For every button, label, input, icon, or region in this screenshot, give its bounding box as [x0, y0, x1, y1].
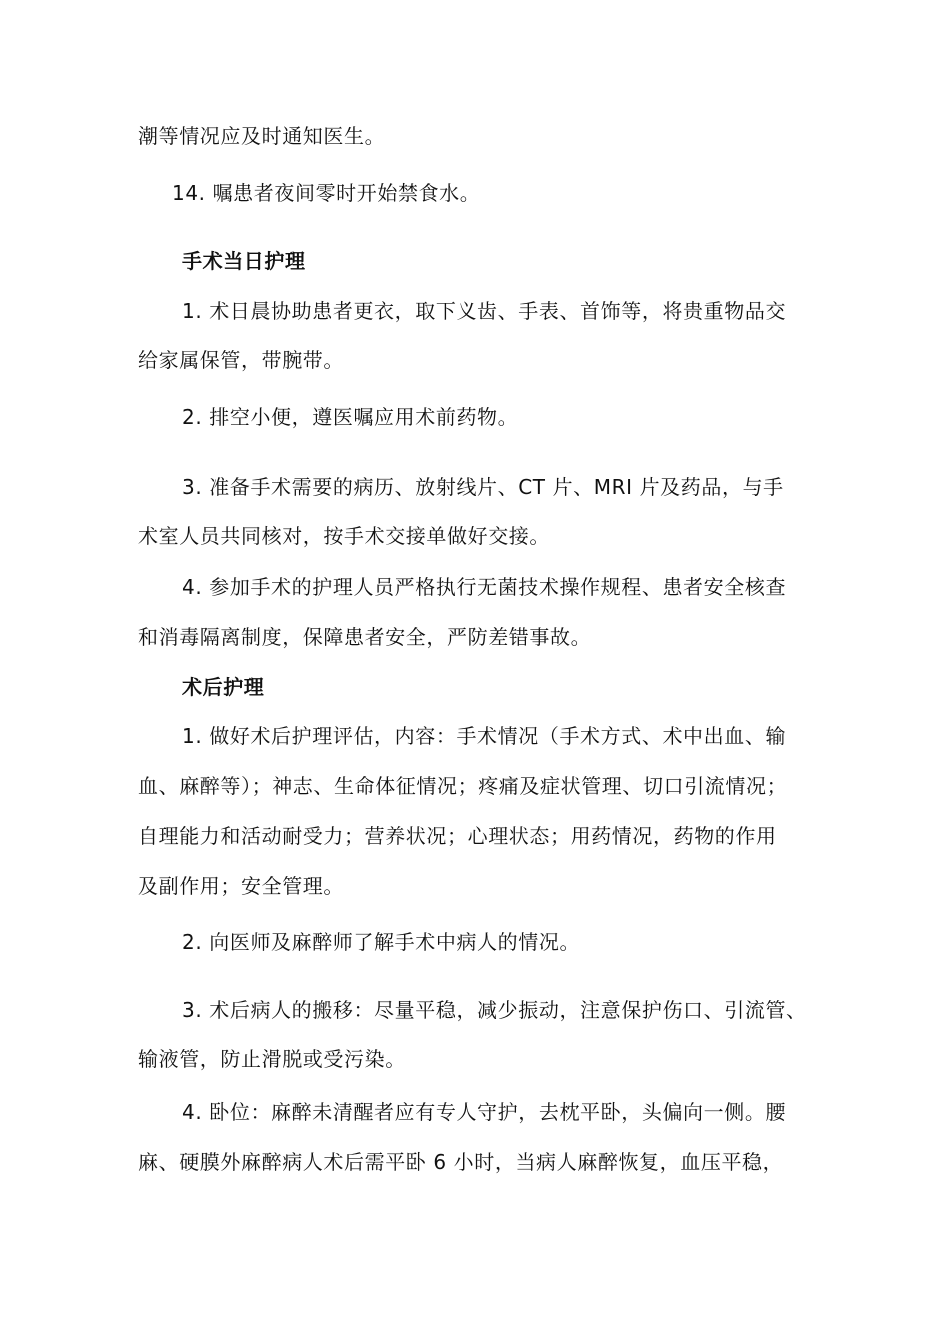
list-item-4: 4. 卧位：麻醉未清醒者应有专人守护，去枕平卧，头偏向一侧。腰 — [182, 1100, 787, 1124]
text-line: 血、麻醉等）；神志、生命体征情况；疼痛及症状管理、切口引流情况； — [138, 774, 788, 798]
list-item-3: 3. 术后病人的搬移：尽量平稳，减少振动，注意保护伤口、引流管、 — [182, 998, 807, 1022]
section-heading-postop: 术后护理 — [182, 675, 265, 699]
text-line: 输液管，防止滑脱或受污染。 — [138, 1047, 406, 1071]
list-item-1: 1. 做好术后护理评估，内容：手术情况（手术方式、术中出血、输 — [182, 724, 787, 748]
list-item-1: 1. 术日晨协助患者更衣，取下义齿、手表、首饰等，将贵重物品交 — [182, 299, 787, 323]
text-line: 给家属保管，带腕带。 — [138, 348, 344, 372]
list-item-14: 14. 嘱患者夜间零时开始禁食水。 — [172, 181, 481, 205]
text-line: 麻、硬膜外麻醉病人术后需平卧 6 小时，当病人麻醉恢复，血压平稳， — [138, 1150, 784, 1174]
list-item-4: 4. 参加手术的护理人员严格执行无菌技术操作规程、患者安全核查 — [182, 575, 787, 599]
text-line: 潮等情况应及时通知医生。 — [138, 124, 386, 148]
text-line: 自理能力和活动耐受力；营养状况；心理状态；用药情况，药物的作用 — [138, 824, 777, 848]
text-line: 和消毒隔离制度，保障患者安全，严防差错事故。 — [138, 625, 592, 649]
list-item-2: 2. 排空小便，遵医嘱应用术前药物。 — [182, 405, 519, 429]
text-line: 及副作用；安全管理。 — [138, 874, 344, 898]
text-line: 术室人员共同核对，按手术交接单做好交接。 — [138, 524, 550, 548]
section-heading-surgery-day: 手术当日护理 — [182, 249, 306, 273]
list-item-2: 2. 向医师及麻醉师了解手术中病人的情况。 — [182, 930, 581, 954]
list-item-3: 3. 准备手术需要的病历、放射线片、CT 片、MRI 片及药品，与手 — [182, 475, 784, 499]
